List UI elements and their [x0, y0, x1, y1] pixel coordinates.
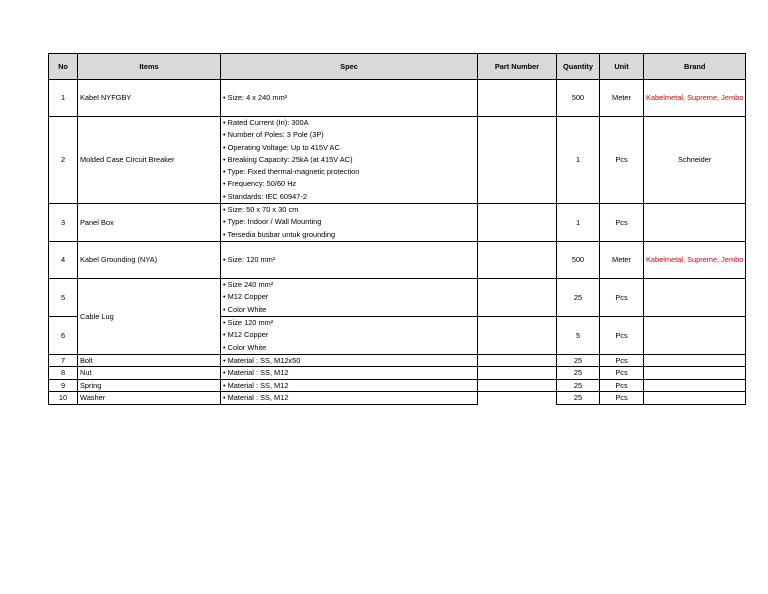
spec-line: • M12 Copper: [223, 292, 269, 302]
cell-brand: Kabelmetal, Supreme, Jembo: [644, 242, 746, 279]
cell-no: 6: [49, 316, 78, 354]
cell-unit: Pcs: [600, 117, 644, 204]
cell-quantity: 25: [557, 379, 600, 392]
spec-line: • Standards: IEC 60947-2: [223, 191, 307, 201]
cell-brand: [644, 379, 746, 392]
cell-item: Panel Box: [78, 204, 221, 242]
cell-part-number: [478, 80, 557, 117]
header-no: No: [49, 54, 78, 80]
cell-item: Molded Case Circuit Breaker: [78, 117, 221, 204]
spec-table: [48, 53, 746, 405]
spec-line: • Tersedia busbar untuk grounding: [223, 229, 336, 239]
cell-quantity: 25: [557, 367, 600, 380]
cell-spec: [221, 316, 478, 354]
table-row: [49, 367, 746, 380]
cell-spec: [221, 80, 478, 117]
cell-no: 5: [49, 279, 78, 317]
table-row: [49, 242, 746, 279]
cell-quantity: 25: [557, 392, 600, 405]
header-items: Items: [78, 54, 221, 80]
spec-line: • Size: 120 mm²: [223, 254, 276, 264]
spec-line: • Breaking Capacity: 25kA (at 415V AC): [223, 154, 353, 164]
cell-spec: [221, 242, 478, 279]
cell-quantity: 1: [557, 204, 600, 242]
cell-unit: Pcs: [600, 204, 644, 242]
cell-quantity: 1: [557, 117, 600, 204]
cell-part-number: [478, 117, 557, 204]
cell-unit: Meter: [600, 242, 644, 279]
spec-line: • Operating Voltage: Up to 415V AC: [223, 142, 340, 152]
cell-spec: [221, 279, 478, 317]
cell-item: Washer: [78, 392, 221, 405]
cell-no: 2: [49, 117, 78, 204]
cell-unit: Pcs: [600, 316, 644, 354]
cell-brand: Schneider: [644, 117, 746, 204]
table-row: [49, 117, 746, 204]
cell-brand: [644, 316, 746, 354]
cell-brand: [644, 392, 746, 405]
cell-brand: [644, 367, 746, 380]
cell-no: 9: [49, 379, 78, 392]
header-quantity: Quantity: [557, 54, 600, 80]
cell-item: Kabel NYFGBY: [78, 80, 221, 117]
cell-part-number: [478, 367, 557, 380]
spec-line: • Size 120 mm²: [223, 318, 274, 328]
spec-line: • Color White: [223, 304, 267, 314]
cell-item: Nut: [78, 367, 221, 380]
header-part-number: Part Number: [478, 54, 557, 80]
cell-part-number: [478, 354, 557, 367]
cell-spec: [221, 117, 478, 204]
cell-item: Spring: [78, 379, 221, 392]
spec-line: • Number of Poles: 3 Pole (3P): [223, 130, 324, 140]
cell-unit: Pcs: [600, 279, 644, 317]
cell-brand: [644, 279, 746, 317]
header-unit: Unit: [600, 54, 644, 80]
table-row: [49, 204, 746, 242]
header-row: [49, 54, 746, 80]
cell-item: Bolt: [78, 354, 221, 367]
cell-unit: Pcs: [600, 379, 644, 392]
cell-part-number: [478, 392, 557, 405]
cell-spec: [221, 204, 478, 242]
cell-brand: [644, 204, 746, 242]
cell-unit: Pcs: [600, 367, 644, 380]
cell-unit: Pcs: [600, 392, 644, 405]
spec-line: • Rated Current (In): 300A: [223, 118, 309, 127]
cell-spec: • Material : SS, M12: [221, 392, 478, 405]
cell-quantity: 500: [557, 80, 600, 117]
cell-no: 4: [49, 242, 78, 279]
cell-no: 8: [49, 367, 78, 380]
spec-line: • M12 Copper: [223, 330, 269, 340]
cell-part-number: [478, 379, 557, 392]
cell-spec: • Material : SS, M12: [221, 379, 478, 392]
cell-no: 1: [49, 80, 78, 117]
cell-unit: Pcs: [600, 354, 644, 367]
cell-part-number: [478, 204, 557, 242]
cell-brand: [644, 354, 746, 367]
spec-line: • Frequency: 50/60 Hz: [223, 179, 297, 189]
table-row: [49, 279, 746, 317]
cell-part-number: [478, 242, 557, 279]
cell-item: Cable Lug: [78, 279, 221, 355]
table-row: [49, 379, 746, 392]
header-brand: Brand: [644, 54, 746, 80]
spec-line: • Type: Fixed thermal-magnetic protection: [223, 167, 360, 177]
spec-line: • Size 240 mm²: [223, 280, 274, 290]
cell-unit: Meter: [600, 80, 644, 117]
spec-line: • Type: Indoor / Wall Mounting: [223, 217, 322, 227]
spec-line: • Color White: [223, 342, 267, 352]
table-row: [49, 80, 746, 117]
spec-line: • Size: 50 x 70 x 30 cm: [223, 205, 299, 215]
table-row: [49, 354, 746, 367]
header-spec: Spec: [221, 54, 478, 80]
cell-quantity: 25: [557, 354, 600, 367]
cell-quantity: 25: [557, 279, 600, 317]
cell-part-number: [478, 279, 557, 317]
cell-no: 7: [49, 354, 78, 367]
cell-no: 3: [49, 204, 78, 242]
cell-brand: Kabelmetal, Supreme, Jembo: [644, 80, 746, 117]
cell-no: 10: [49, 392, 78, 405]
table-row: [49, 392, 746, 405]
cell-spec: • Material : SS, M12: [221, 367, 478, 380]
spec-line: • Size: 4 x 240 mm²: [223, 92, 288, 102]
cell-item: Kabel Grounding (NYA): [78, 242, 221, 279]
cell-part-number: [478, 316, 557, 354]
cell-quantity: 5: [557, 316, 600, 354]
cell-quantity: 500: [557, 242, 600, 279]
cell-spec: • Material : SS, M12x50: [221, 354, 478, 367]
